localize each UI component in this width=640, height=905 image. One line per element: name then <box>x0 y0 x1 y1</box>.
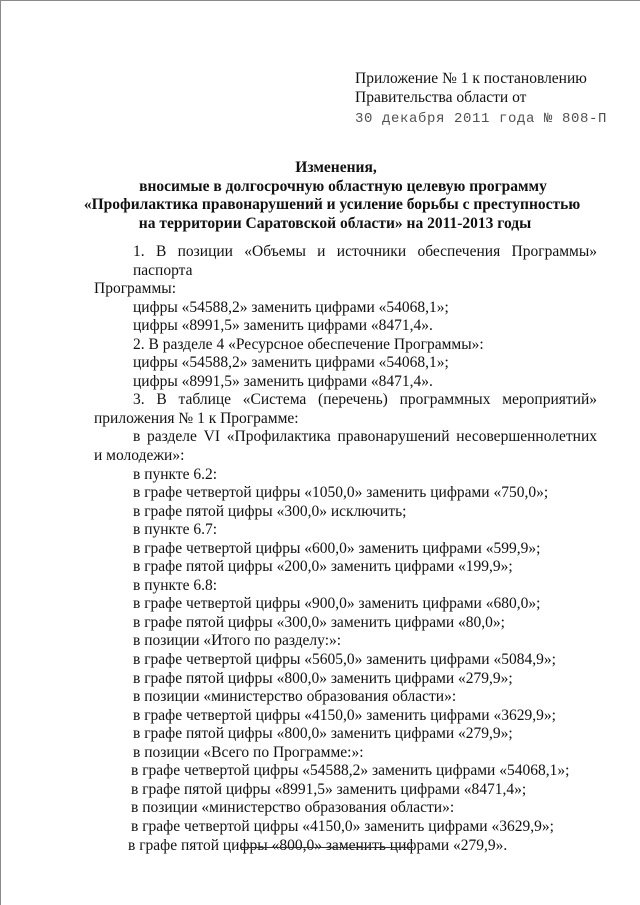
paragraph-line: в пункте 6.7: <box>133 521 218 539</box>
paragraph-line: в графе четвертой цифры «54588,2» заменить цифрами «54068,1»; <box>131 762 570 780</box>
paragraph-line: в позиции «Итого по разделу:»: <box>133 632 342 650</box>
paragraph-line: цифры «8991,5» заменить цифрами «8471,4». <box>133 317 433 335</box>
paragraph-line: приложения № 1 к Программе: <box>94 409 299 427</box>
paragraph-line: в графе пятой цифры «8991,5» заменить цифрами «8471,4»; <box>131 780 527 798</box>
paragraph-line: в графе пятой цифры «300,0» заменить цифрами «80,0»; <box>133 613 505 631</box>
paragraph-line: в графе пятой цифры «200,0» заменить цифрами «199,9»; <box>133 558 513 576</box>
title-heading: Изменения, <box>295 159 377 176</box>
paragraph-line: в позиции «Всего по Программе:»: <box>133 743 364 761</box>
paragraph-line: в графе четвертой цифры «4150,0» заменить цифрами «3629,9»; <box>133 706 556 724</box>
paragraph-line: в графе пятой цифры «800,0» заменить цифрами «279,9»; <box>133 725 513 743</box>
paragraph-line: и молодежи»: <box>94 447 185 465</box>
paragraph-line: в позиции «министерство образования области»: <box>131 799 455 817</box>
closing-separator-line <box>241 847 413 848</box>
paragraph-line: в графе четвертой цифры «5605,0» заменить цифрами «5084,9»; <box>133 651 556 669</box>
paragraph-line: в графе четвертой цифры «4150,0» заменить цифрами «3629,9»; <box>131 817 554 835</box>
paragraph-line: в графе пятой цифры «800,0» заменить цифрами «279,9»; <box>133 669 513 687</box>
title-line: на территории Саратовской области» на 2011-2013 годы <box>138 214 532 232</box>
paragraph-line: в графе четвертой цифры «1050,0» заменить цифрами «750,0»; <box>133 484 549 502</box>
paragraph-line: 1. В позиции «Объемы и источники обеспечения Программы» паспорта <box>133 243 597 279</box>
appendix-header-line: Правительства области от <box>355 88 527 106</box>
title-line: «Профилактика правонарушений и усиление борьбы с преступностью <box>83 196 581 213</box>
paragraph-line: Программы: <box>94 280 177 298</box>
paragraph-line: 2. В разделе 4 «Ресурсное обеспечение Программы»: <box>133 335 484 353</box>
paragraph-line: 3. В таблице «Система (перечень) программных мероприятий» <box>133 391 597 409</box>
appendix-header-line: Приложение № 1 к постановлению <box>355 70 587 87</box>
paragraph-line: цифры «8991,5» заменить цифрами «8471,4». <box>133 372 433 390</box>
paragraph-line: цифры «54588,2» заменить цифрами «54068,1»; <box>133 354 449 372</box>
paragraph-line: в пункте 6.2: <box>133 465 218 483</box>
date-number-stamp: 30 декабря 2011 года № 808-П <box>355 111 608 127</box>
paragraph-line: в графе четвертой цифры «900,0» заменить цифрами «680,0»; <box>133 595 541 613</box>
paragraph-line: в пункте 6.8: <box>133 576 218 594</box>
appendix-header <box>355 70 607 129</box>
paragraph-line: цифры «54588,2» заменить цифрами «54068,1»; <box>133 298 449 316</box>
paragraph-line: в графе пятой цифры «300,0» исключить; <box>133 502 407 520</box>
paragraph-line: в разделе VI «Профилактика правонарушений несовершеннолетних <box>133 428 597 446</box>
paragraph-line: в графе четвертой цифры «600,0» заменить цифрами «599,9»; <box>133 539 541 557</box>
title-line: вносимые в долгосрочную областную целевую программу <box>139 177 547 195</box>
document-title <box>83 159 581 233</box>
paragraph-line: в позиции «министерство образования области»: <box>133 688 457 706</box>
document-body <box>94 243 597 855</box>
paragraph-line: в графе пятой цифры «800,0» заменить цифрами «279,9». <box>128 836 508 854</box>
